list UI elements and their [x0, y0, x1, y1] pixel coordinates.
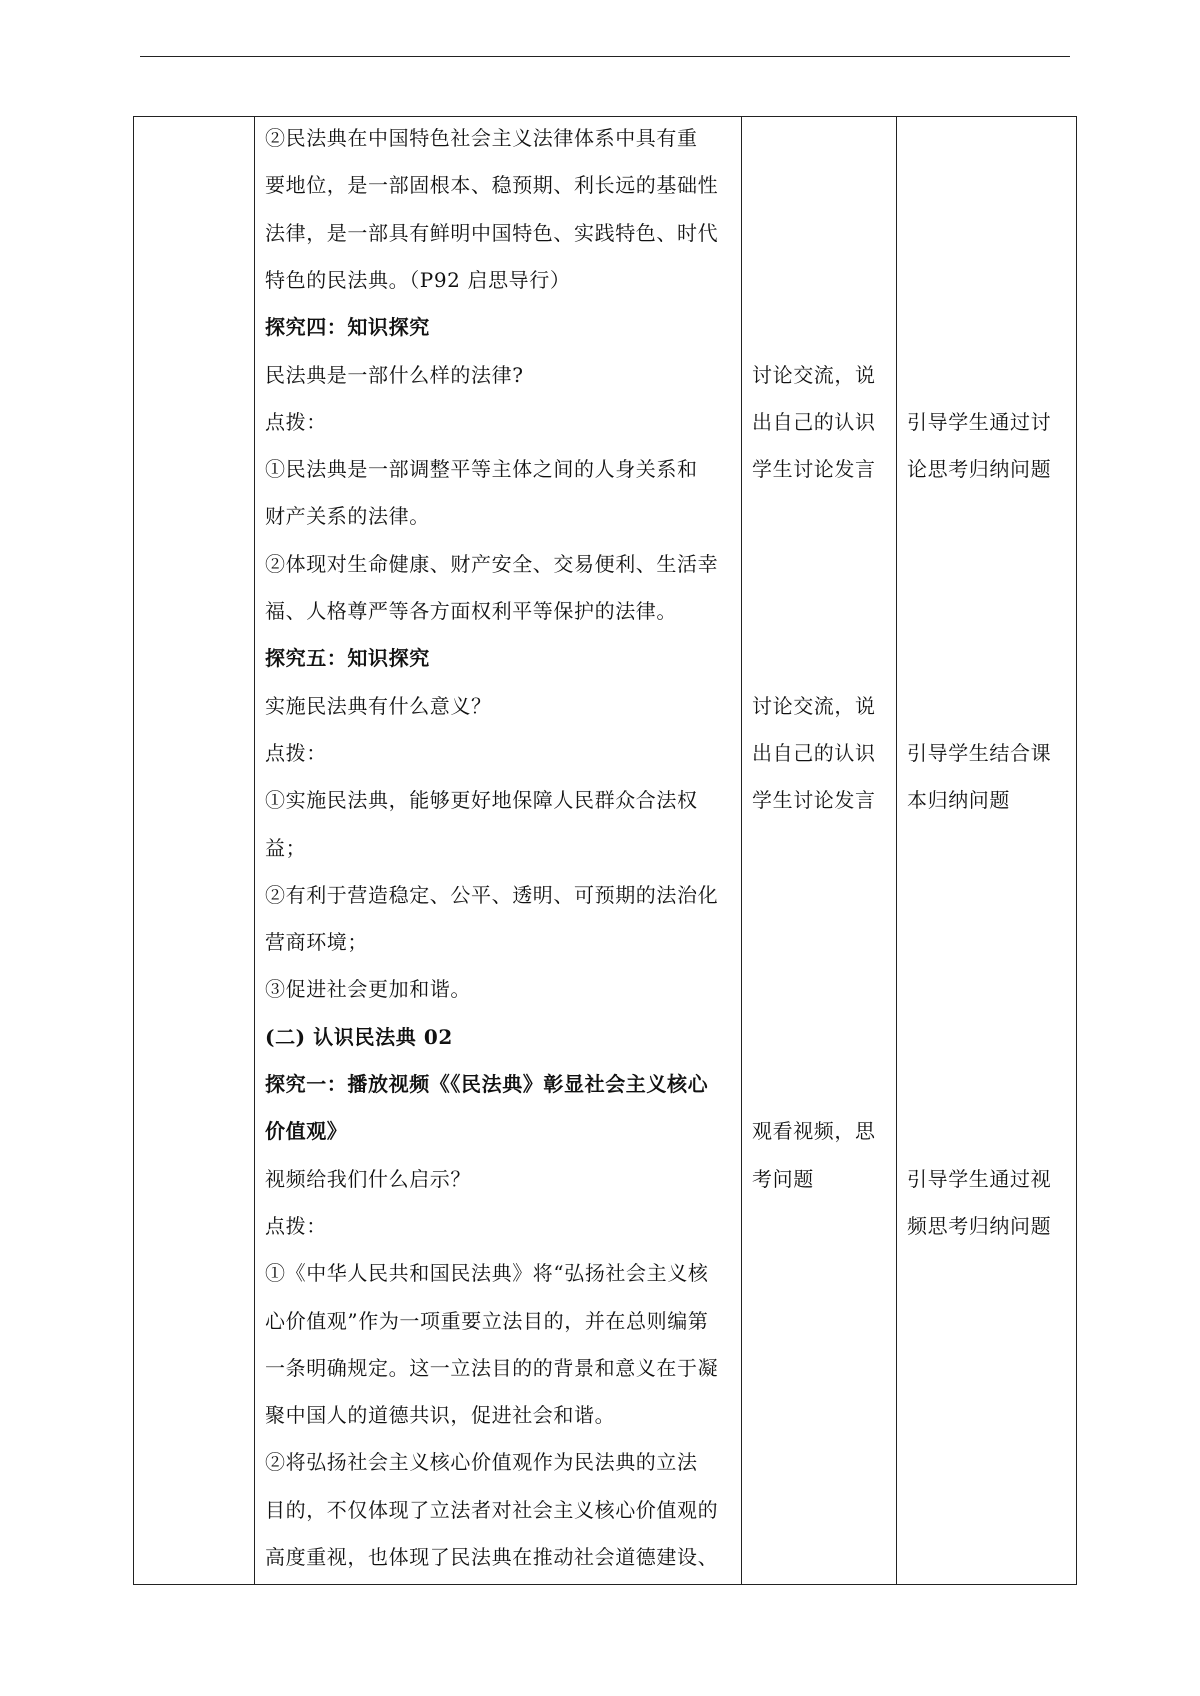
column-divider — [896, 117, 897, 1584]
content-line: 目的，不仅体现了立法者对社会主义核心价值观的 — [265, 1497, 719, 1522]
content-line: 高度重视，也体现了民法典在推动社会道德建设、 — [265, 1545, 719, 1569]
design-intent-line: 论思考归纳问题 — [907, 457, 1052, 482]
student-activity-column — [752, 117, 894, 1584]
student-activity-line: 学生讨论发言 — [752, 788, 876, 813]
student-activity-line: 考问题 — [752, 1166, 814, 1191]
content-line: 法律，是一部具有鲜明中国特色、实践特色、时代 — [265, 220, 719, 245]
content-line: 点拨： — [265, 409, 327, 434]
section-heading: (二) 认识民法典 02 — [265, 1024, 453, 1049]
design-intent-line: 频思考归纳问题 — [907, 1213, 1052, 1238]
content-line: 心价值观”作为一项重要立法目的，并在总则编第 — [265, 1308, 709, 1333]
lesson-plan-table — [133, 116, 1077, 1585]
student-activity-line: 讨论交流，说 — [752, 693, 876, 718]
content-line: 益； — [265, 835, 307, 860]
content-line: 视频给我们什么启示？ — [265, 1166, 471, 1191]
content-line: 聚中国人的道德共识，促进社会和谐。 — [265, 1403, 616, 1428]
section-heading: 价值观》 — [265, 1119, 348, 1144]
design-intent-column — [907, 117, 1075, 1584]
design-intent-line: 本归纳问题 — [907, 788, 1010, 813]
content-line: 点拨： — [265, 1213, 327, 1238]
content-line: ③促进社会更加和谐。 — [265, 977, 471, 1002]
student-activity-line: 学生讨论发言 — [752, 457, 876, 482]
student-activity-line: 出自己的认识 — [752, 740, 876, 765]
section-heading: 探究一：播放视频《《民法典》彰显社会主义核心 — [265, 1072, 709, 1096]
header-rule — [140, 56, 1070, 57]
stage-column — [134, 117, 254, 1584]
content-line: 营商环境； — [265, 930, 368, 955]
content-line: 点拨： — [265, 740, 327, 765]
section-heading: 探究四：知识探究 — [265, 315, 430, 340]
content-line: ②体现对生命健康、财产安全、交易便利、生活幸 — [265, 551, 719, 576]
section-heading: 探究五：知识探究 — [265, 646, 430, 671]
content-line: 民法典是一部什么样的法律? — [265, 362, 524, 387]
student-activity-line: 讨论交流，说 — [752, 362, 876, 387]
student-activity-line: 出自己的认识 — [752, 409, 876, 434]
design-intent-line: 引导学生通过视 — [907, 1166, 1052, 1191]
content-line: 财产关系的法律。 — [265, 504, 430, 529]
design-intent-line: 引导学生结合课 — [907, 740, 1052, 765]
content-line: 一条明确规定。这一立法目的的背景和意义在于凝 — [265, 1355, 719, 1380]
content-line: ①民法典是一部调整平等主体之间的人身关系和 — [265, 457, 698, 482]
content-line: 实施民法典有什么意义？ — [265, 693, 492, 718]
content-line: 要地位，是一部固根本、稳预期、利长远的基础性 — [265, 173, 719, 198]
student-activity-line: 观看视频，思 — [752, 1119, 876, 1144]
column-divider — [741, 117, 742, 1584]
content-line: ②有利于营造稳定、公平、透明、可预期的法治化 — [265, 882, 719, 907]
content-line: ①实施民法典，能够更好地保障人民群众合法权 — [265, 788, 698, 813]
design-intent-line: 引导学生通过讨 — [907, 409, 1052, 434]
column-divider — [254, 117, 255, 1584]
content-line: ②民法典在中国特色社会主义法律体系中具有重 — [265, 126, 698, 150]
teaching-content-column — [265, 117, 735, 1584]
content-line: ①《中华人民共和国民法典》将“弘扬社会主义核 — [265, 1261, 709, 1286]
content-line: 福、人格尊严等各方面权利平等保护的法律。 — [265, 599, 677, 623]
content-line: ②将弘扬社会主义核心价值观作为民法典的立法 — [265, 1450, 698, 1475]
content-line: 特色的民法典。（P92 启思导行） — [265, 267, 571, 292]
